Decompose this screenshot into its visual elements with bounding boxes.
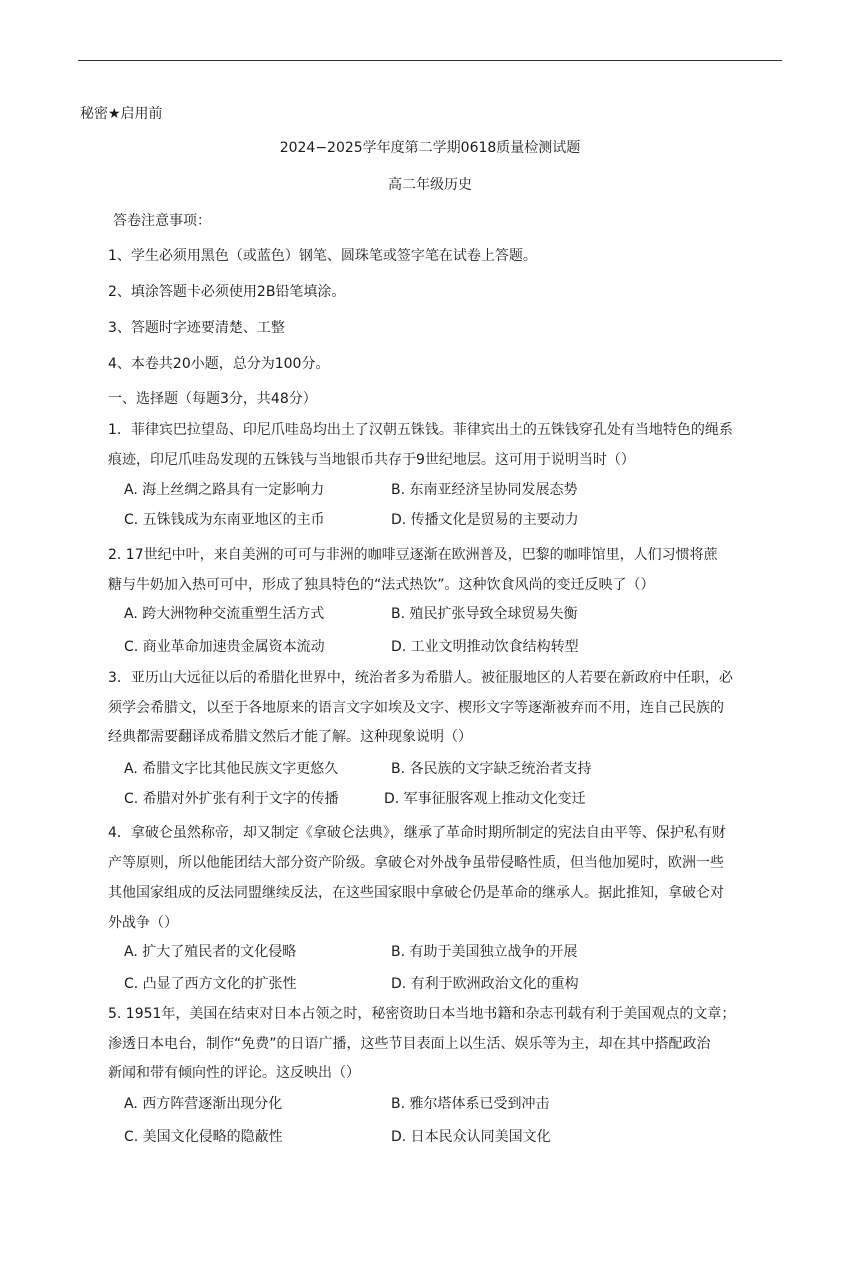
question-text: 糖与牛奶加入热可可中，形成了独具特色的“法式热饮”。这种饮食风尚的变迁反映了（） [108,577,655,593]
note-item: 2、填涂答题卡必须使用2B铅笔填涂。 [108,284,346,300]
question-text: 外战争（） [108,915,178,931]
option-a: A. 海上丝绸之路具有一定影响力 [124,482,325,498]
option-d: D. 工业文明推动饮食结构转型 [391,639,579,655]
option-a: A. 跨大洲物种交流重塑生活方式 [124,606,325,622]
option-b: B. 殖民扩张导致全球贸易失衡 [391,606,578,622]
option-a: A. 西方阵营逐渐出现分化 [124,1096,283,1112]
question-text: 3．亚历山大远征以后的希腊化世界中，统治者多为希腊人。被征服地区的人若要在新政府中任职，必 [108,670,733,686]
option-c: C. 凸显了西方文化的扩张性 [124,976,297,992]
note-item: 4、本卷共20小题，总分为100分。 [108,356,330,372]
secret-label: 秘密★启用前 [80,106,163,122]
option-c: C. 五铢钱成为东南亚地区的主币 [124,512,325,528]
option-d: D. 传播文化是贸易的主要动力 [391,512,579,528]
question-text: 2. 17世纪中叶，来自美洲的可可与非洲的咖啡豆逐渐在欧洲普及，巴黎的咖啡馆里，人们习惯将蔗 [108,547,718,563]
option-d: D. 有利于欧洲政治文化的重构 [391,976,579,992]
option-b: B. 各民族的文字缺乏统治者支持 [391,761,592,777]
option-a: A. 扩大了殖民者的文化侵略 [124,944,297,960]
option-b: B. 有助于美国独立战争的开展 [391,944,578,960]
option-a: A. 希腊文字比其他民族文字更悠久 [124,761,339,777]
option-b: B. 东南亚经济呈协同发展态势 [391,482,578,498]
note-item: 3、答题时字迹要清楚、工整 [108,320,285,336]
question-text: 其他国家组成的反法同盟继续反法，在这些国家眼中拿破仑仍是革命的继承人。据此推知，拿破仑对 [108,885,724,901]
question-text: 1．菲律宾巴拉望岛、印尼爪哇岛均出土了汉朝五铢钱。菲律宾出土的五铢钱穿孔处有当地特色的绳系 [108,422,733,438]
option-c: C. 美国文化侵略的隐蔽性 [124,1129,283,1145]
exam-title: 2024−2025学年度第二学期0618质量检测试题 [279,140,581,156]
question-text: 须学会希腊文，以至于各地原来的语言文字如埃及文字、楔形文字等逐渐被弃而不用，连自己民族的 [108,700,724,716]
notes-heading: 答卷注意事项： [113,213,211,229]
question-text: 渗透日本电台，制作“免费”的日语广播，这些节目表面上以生活、娱乐等为主，却在其中搭配政治 [108,1036,711,1052]
question-text: 产等原则，所以他能团结大部分资产阶级。拿破仑对外战争虽带侵略性质，但当他加冕时，欧洲一些 [108,855,724,871]
header-rule [78,60,782,61]
question-text: 新闻和带有倾向性的评论。这反映出（） [108,1065,360,1081]
section-title: 一、选择题（每题3分，共48分） [108,391,317,407]
option-b: B. 雅尔塔体系已受到冲击 [391,1096,550,1112]
question-text: 痕迹，印尼爪哇岛发现的五铢钱与当地银币共存于9世纪地层。这可用于说明当时（） [108,452,635,468]
question-text: 4．拿破仑虽然称帝，却又制定《拿破仑法典》，继承了革命时期所制定的宪法自由平等、保护私有财 [108,825,726,841]
question-text: 经典都需要翻译成希腊文然后才能了解。这种现象说明（） [108,729,472,745]
option-d: D. 日本民众认同美国文化 [391,1129,551,1145]
subject-title: 高二年级历史 [388,177,472,193]
question-text: 5. 1951年，美国在结束对日本占领之时，秘密资助日本当地书籍和杂志刊载有利于美国观点的文章； [108,1006,736,1022]
option-c: C. 希腊对外扩张有利于文字的传播 [124,791,339,807]
note-item: 1、学生必须用黑色（或蓝色）钢笔、圆珠笔或签字笔在试卷上答题。 [108,248,537,264]
option-c: C. 商业革命加速贵金属资本流动 [124,639,325,655]
option-d: D. 军事征服客观上推动文化变迁 [384,791,586,807]
